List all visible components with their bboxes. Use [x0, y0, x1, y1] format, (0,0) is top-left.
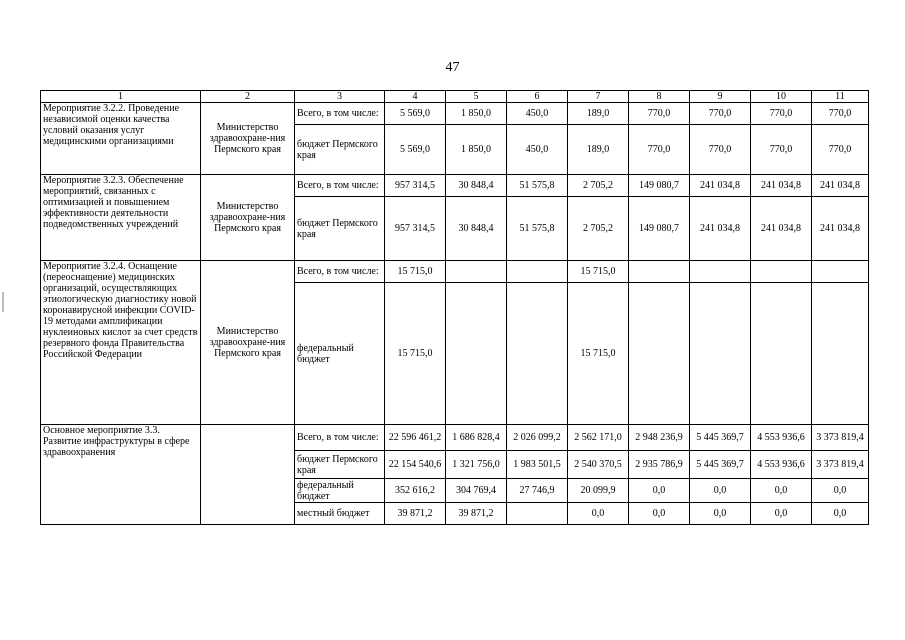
budget-table — [40, 90, 869, 525]
amount-cell: 30 848,4 — [446, 175, 507, 197]
amount-cell: 1 850,0 — [446, 125, 507, 175]
amount-cell: 1 321 756,0 — [446, 451, 507, 479]
amount-cell: 1 686 828,4 — [446, 425, 507, 451]
amount-cell: 241 034,8 — [812, 175, 869, 197]
header-cell: 10 — [751, 91, 812, 103]
amount-cell — [507, 261, 568, 283]
amount-cell: 1 983 501,5 — [507, 451, 568, 479]
amount-cell: 770,0 — [751, 103, 812, 125]
amount-cell: 957 314,5 — [385, 175, 446, 197]
executor-cell: Министерство здравоохране-ния Пермского края — [201, 103, 295, 175]
amount-cell: 241 034,8 — [751, 197, 812, 261]
amount-cell: 770,0 — [751, 125, 812, 175]
amount-cell: 770,0 — [629, 125, 690, 175]
amount-cell: 0,0 — [629, 479, 690, 503]
activity-name-cell: Мероприятие 3.2.3. Обеспечение мероприятий, связанных с оптимизацией и повышением эффективности деятельности подведомственных учреждений — [41, 175, 201, 261]
amount-cell: 0,0 — [568, 503, 629, 525]
amount-cell: 5 445 369,7 — [690, 425, 751, 451]
amount-cell: 450,0 — [507, 125, 568, 175]
amount-cell: 0,0 — [690, 479, 751, 503]
amount-cell: 1 850,0 — [446, 103, 507, 125]
amount-cell: 15 715,0 — [385, 261, 446, 283]
amount-cell — [446, 261, 507, 283]
table-header-row — [41, 91, 869, 103]
header-cell: 2 — [201, 91, 295, 103]
amount-cell: 30 848,4 — [446, 197, 507, 261]
amount-cell: 2 540 370,5 — [568, 451, 629, 479]
amount-cell: 51 575,8 — [507, 175, 568, 197]
funding-source-cell: Всего, в том числе: — [295, 261, 385, 283]
funding-source-cell: Всего, в том числе: — [295, 103, 385, 125]
header-cell: 1 — [41, 91, 201, 103]
funding-source-cell: Всего, в том числе: — [295, 175, 385, 197]
amount-cell: 27 746,9 — [507, 479, 568, 503]
amount-cell: 39 871,2 — [385, 503, 446, 525]
executor-cell: Министерство здравоохране-ния Пермского края — [201, 261, 295, 425]
amount-cell: 770,0 — [812, 103, 869, 125]
amount-cell — [507, 283, 568, 425]
amount-cell — [507, 503, 568, 525]
amount-cell: 352 616,2 — [385, 479, 446, 503]
margin-mark — [2, 292, 4, 312]
amount-cell — [751, 261, 812, 283]
amount-cell: 770,0 — [690, 103, 751, 125]
activity-name-cell: Мероприятие 3.2.4. Оснащение (переоснащение) медицинских организаций, осуществляющих этиологическую диагностику новой коронавирусной инфекции COVID-19 методами амплификации нуклеиновых кислот за счет средств резервного фонда Правительства Российской Федерации — [41, 261, 201, 425]
amount-cell: 15 715,0 — [568, 283, 629, 425]
amount-cell: 3 373 819,4 — [812, 425, 869, 451]
amount-cell — [690, 261, 751, 283]
executor-cell: Министерство здравоохране-ния Пермского края — [201, 175, 295, 261]
amount-cell: 770,0 — [690, 125, 751, 175]
amount-cell — [812, 261, 869, 283]
amount-cell — [446, 283, 507, 425]
amount-cell: 39 871,2 — [446, 503, 507, 525]
amount-cell: 2 948 236,9 — [629, 425, 690, 451]
amount-cell: 241 034,8 — [690, 197, 751, 261]
amount-cell: 15 715,0 — [385, 283, 446, 425]
amount-cell: 241 034,8 — [812, 197, 869, 261]
amount-cell: 450,0 — [507, 103, 568, 125]
executor-cell — [201, 425, 295, 525]
amount-cell: 189,0 — [568, 103, 629, 125]
amount-cell: 20 099,9 — [568, 479, 629, 503]
header-cell: 7 — [568, 91, 629, 103]
funding-source-cell: местный бюджет — [295, 503, 385, 525]
table-row — [41, 175, 869, 197]
amount-cell — [812, 283, 869, 425]
header-cell: 11 — [812, 91, 869, 103]
amount-cell: 0,0 — [629, 503, 690, 525]
table-row — [41, 103, 869, 125]
activity-name-cell: Мероприятие 3.2.2. Проведение независимой оценки качества условий оказания услуг медицинскими организациями — [41, 103, 201, 175]
amount-cell: 770,0 — [812, 125, 869, 175]
amount-cell: 51 575,8 — [507, 197, 568, 261]
amount-cell: 770,0 — [629, 103, 690, 125]
header-cell: 4 — [385, 91, 446, 103]
amount-cell: 304 769,4 — [446, 479, 507, 503]
amount-cell: 0,0 — [690, 503, 751, 525]
funding-source-cell: федеральный бюджет — [295, 283, 385, 425]
amount-cell: 5 569,0 — [385, 103, 446, 125]
funding-source-cell: бюджет Пермского края — [295, 197, 385, 261]
amount-cell: 2 026 099,2 — [507, 425, 568, 451]
header-cell: 9 — [690, 91, 751, 103]
amount-cell: 241 034,8 — [751, 175, 812, 197]
amount-cell — [690, 283, 751, 425]
activity-name-cell: Основное мероприятие 3.3. Развитие инфраструктуры в сфере здравоохранения — [41, 425, 201, 525]
amount-cell: 4 553 936,6 — [751, 425, 812, 451]
amount-cell — [629, 261, 690, 283]
header-cell: 3 — [295, 91, 385, 103]
funding-source-cell: Всего, в том числе: — [295, 425, 385, 451]
amount-cell: 2 935 786,9 — [629, 451, 690, 479]
amount-cell: 241 034,8 — [690, 175, 751, 197]
amount-cell: 189,0 — [568, 125, 629, 175]
amount-cell: 0,0 — [751, 479, 812, 503]
amount-cell: 3 373 819,4 — [812, 451, 869, 479]
amount-cell: 15 715,0 — [568, 261, 629, 283]
amount-cell: 22 154 540,6 — [385, 451, 446, 479]
amount-cell: 2 705,2 — [568, 197, 629, 261]
amount-cell: 4 553 936,6 — [751, 451, 812, 479]
table-row — [41, 425, 869, 451]
page-number: 47 — [445, 60, 460, 75]
funding-source-cell: бюджет Пермского края — [295, 125, 385, 175]
amount-cell: 2 562 171,0 — [568, 425, 629, 451]
amount-cell: 0,0 — [812, 479, 869, 503]
amount-cell: 957 314,5 — [385, 197, 446, 261]
amount-cell: 149 080,7 — [629, 197, 690, 261]
amount-cell: 0,0 — [751, 503, 812, 525]
amount-cell — [629, 283, 690, 425]
amount-cell: 5 445 369,7 — [690, 451, 751, 479]
amount-cell: 149 080,7 — [629, 175, 690, 197]
amount-cell: 5 569,0 — [385, 125, 446, 175]
amount-cell — [751, 283, 812, 425]
header-cell: 5 — [446, 91, 507, 103]
header-cell: 8 — [629, 91, 690, 103]
header-cell: 6 — [507, 91, 568, 103]
amount-cell: 2 705,2 — [568, 175, 629, 197]
funding-source-cell: бюджет Пермского края — [295, 451, 385, 479]
amount-cell: 22 596 461,2 — [385, 425, 446, 451]
amount-cell: 0,0 — [812, 503, 869, 525]
table-row — [41, 261, 869, 283]
funding-source-cell: федеральный бюджет — [295, 479, 385, 503]
